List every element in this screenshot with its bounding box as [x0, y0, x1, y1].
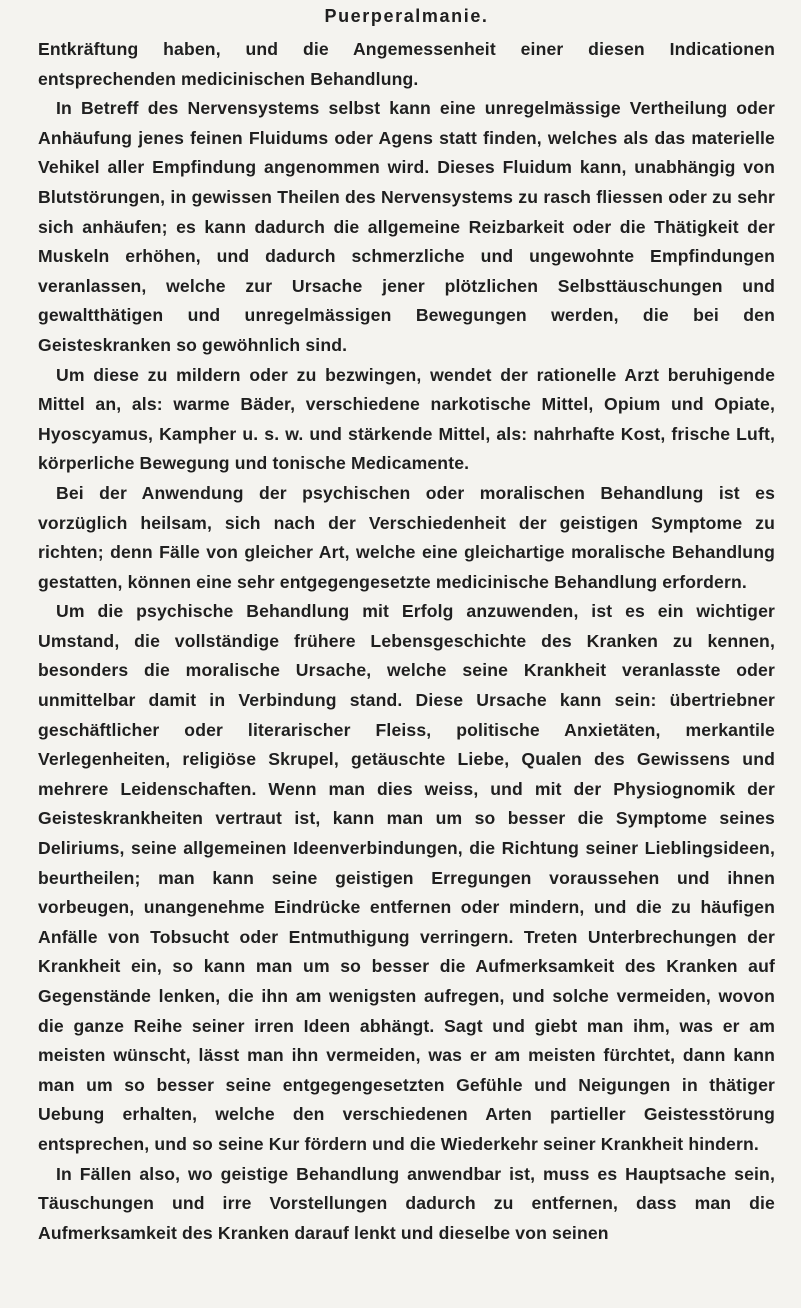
body-text [38, 35, 775, 1248]
paragraph-5: Um die psychische Behandlung mit Erfolg anzuwenden, ist es ein wichtiger Umstand, die vollständige frühere Lebensgeschichte des Kranken zu kennen, besonders die moralische Ursache, welche seine Krankheit veranlasste oder unmittelbar damit in Verbindung stand. Diese Ursache kann sein: übertriebner geschäftlicher oder literarischer Fleiss, politische Anxietäten, merkantile Verlegenheiten, religiöse Skrupel, getäuschte Liebe, Qualen des Gewissens und mehrere Leidenschaften. Wenn man dies weiss, und mit der Physiognomik der Geisteskrankheiten vertraut ist, kann man um so besser die Symptome seines Deliriums, seine allgemeinen Ideenverbindungen, die Richtung seiner Lieblingsideen, beurtheilen; man kann seine geistigen Erregungen voraussehen und ihnen vorbeugen, unangenehme Eindrücke entfernen oder mindern, und die zu häufigen Anfälle von Tobsucht oder Entmuthigung verringern. Treten Unterbrechungen der Krankheit ein, so kann man um so besser die Aufmerksamkeit des Kranken auf Gegenstände lenken, die ihn am wenigsten aufregen, und solche vermeiden, wovon die ganze Reihe seiner irren Ideen abhängt. Sagt und giebt man ihm, was er am meisten wünscht, lässt man ihn vermeiden, was er am meisten fürchtet, dann kann man um so besser seine entgegengesetzten Gefühle und Neigungen in thätiger Uebung erhalten, welche den verschiedenen Arten partieller Geistesstörung entsprechen, und so seine Kur fördern und die Wiederkehr seiner Krankheit hindern. [38, 601, 775, 1154]
paragraph-3: Um diese zu mildern oder zu bezwingen, wendet der rationelle Arzt beruhigende Mittel an, als: warme Bäder, verschiedene narkotische Mittel, Opium und Opiate, Hyoscyamus, Kampher u. s. w. und stärkende Mittel, als: nahrhafte Kost, frische Luft, körperliche Bewegung und tonische Medicamente. [38, 364, 775, 474]
running-head: Puerperalmanie. [324, 6, 489, 26]
paragraph-6: In Fällen also, wo geistige Behandlung anwendbar ist, muss es Hauptsache sein, Täuschungen und irre Vorstellungen dadurch zu entfernen, dass man die Aufmerksamkeit des Kranken darauf lenkt und dieselbe von seinen [38, 1163, 775, 1243]
paragraph-4: Bei der Anwendung der psychischen oder moralischen Behandlung ist es vorzüglich heilsam, sich nach der Verschiedenheit der geistigen Symptome zu richten; denn Fälle von gleicher Art, welche eine gleichartige moralische Behandlung gestatten, können eine sehr entgegengesetzte medicinische Behandlung erfordern. [38, 482, 775, 592]
paragraph-1: Entkräftung haben, und die Angemessenheit einer diesen Indicationen entsprechenden medicinischen Behandlung. [38, 39, 775, 89]
paragraph-2: In Betreff des Nervensystems selbst kann eine unregelmässige Vertheilung oder Anhäufung jenes feinen Fluidums oder Agens statt finden, welches als das materielle Vehikel aller Empfindung angenommen wird. Dieses Fluidum kann, unabhängig von Blutstörungen, in gewissen Theilen des Nervensystems zu rasch fliessen oder zu sehr sich anhäufen; es kann dadurch die allgemeine Reizbarkeit oder die Thätigkeit der Muskeln erhöhen, und dadurch schmerzliche und ungewohnte Empfindungen veranlassen, welche zur Ursache jener plötzlichen Selbsttäuschungen und gewaltthätigen und unregelmässigen Bewegungen werden, die bei den Geisteskranken so gewöhnlich sind. [38, 98, 775, 355]
